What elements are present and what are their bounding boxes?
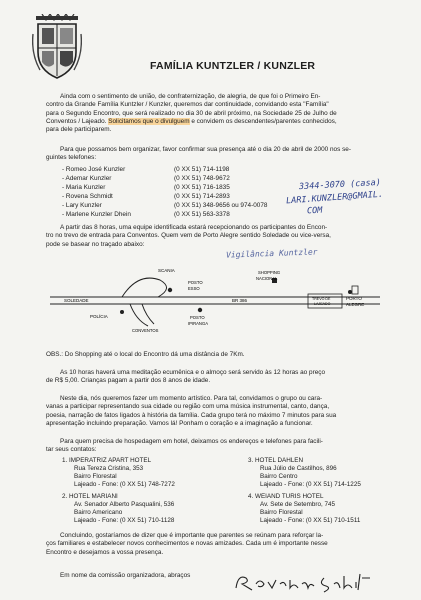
map-label-scania: SCANIA [158, 268, 175, 273]
hotel-address: Av. Senador Alberto Pasqualini, 536 [74, 501, 175, 508]
phone-entry [62, 202, 267, 209]
contact-name: - Ademar Kunzler [62, 175, 112, 182]
closing-text: Em nome da comissão organizadora, abraços [60, 572, 191, 579]
phone-entry [62, 184, 230, 191]
hotel-district: Bairro Americano [74, 509, 123, 516]
artistic-paragraph [46, 395, 392, 428]
hotel-address: Av. Sete de Setembro, 745 [260, 501, 336, 508]
arrival-line: tro no trevo de entrada para Conventos. Quem vem de Porto Alegre sentido Soledade ou vice-versa, [46, 232, 331, 240]
intro-line: para dele participarem. [46, 126, 112, 134]
map-label-posto-ipiranga: IPIRANGA [188, 321, 209, 326]
hotel-entry [62, 493, 174, 525]
contact-phone: (0 XX 51) 748-9672 [174, 175, 230, 182]
intro-line: contro da Grande Família Kuntzler / Kunzler, queremos dar continuidade, convidando esta "Família" [46, 101, 329, 109]
artistic-line: apresentação incluindo preparação. Vamos lá! Ponham o coração e a imaginação a funcionar. [46, 419, 313, 427]
map-label-shopping: SHOPPING [258, 270, 281, 275]
contact-name: - Rovena Schmidt [62, 193, 113, 200]
confirm-line: guintes telefones: [46, 154, 97, 162]
highlighted-request: Solicitamos que o divulguem [108, 117, 190, 125]
route-map [50, 262, 380, 334]
map-label-conventos: CONVENTOS [132, 328, 159, 333]
arrival-line: A partir das 8 horas, uma equipe identificada estará recepcionando os participantes do Encon- [60, 224, 328, 231]
handwritten-email: LARI.KUNZLER@GMAIL. [285, 189, 384, 207]
handwritten-email-end: COM [306, 205, 323, 217]
hotel-phone: Lajeado - Fone: (0 XX 51) 710-1511 [260, 517, 361, 524]
artistic-line: poesia, narração de fatos ligados à história da família. Cada grupo terá no máximo 7 minutos para sua [46, 411, 337, 419]
obs-line: OBS.: Do Shopping até o local do Encontro dá uma distância de 7Km. [46, 351, 245, 358]
obs-note [46, 351, 245, 359]
hotel-name: 2. HOTEL MARIANI [62, 493, 118, 500]
schedule-line: de R$ 5,00. Crianças pagam a partir dos 8 anos de idade. [46, 377, 211, 385]
document-title: FAMÍLIA KUNTZLER / KUNZLER [150, 60, 316, 72]
phone-entry [62, 166, 229, 173]
contact-phone: (0 XX 51) 714-2893 [174, 193, 230, 200]
contact-name: - Romeo José Kunzler [62, 166, 126, 173]
hotel-district: Bairro Florestal [74, 473, 117, 480]
map-label-trevo: LAJEADO [314, 302, 331, 306]
family-crest-icon [32, 14, 82, 82]
hotel-phone: Lajeado - Fone: (0 XX 51) 748-7272 [74, 481, 175, 488]
intro-line [46, 118, 392, 126]
hotel-address: Rua Tereza Cristina, 353 [74, 465, 144, 472]
schedule-line: As 10 horas haverá uma meditação ecumênica e o almoço será servido às 12 horas ao preço [60, 369, 326, 376]
arrival-line: pode se basear no traçado abaixo: [46, 240, 145, 248]
hotel-district: Bairro Florestal [260, 509, 303, 516]
contact-name: - Marlene Kunzler Dhein [62, 211, 131, 218]
hotel-district: Bairro Centro [260, 473, 298, 480]
map-label-trevo: TREVO DE [312, 297, 331, 301]
hotel-name: 1. IMPERATRIZ APART HOTEL [62, 457, 152, 464]
hotel-address: Rua Júlio de Castilhos, 896 [260, 465, 337, 472]
map-label-porto-alegre: PORTO [346, 296, 362, 301]
hotel-entry [62, 457, 175, 489]
lodging-line: tar seus contatos: [46, 446, 97, 454]
conclusion-line: Concluindo, gostaríamos de dizer que é importante que parentes se reúnam para reforçar la- [60, 532, 324, 539]
lodging-paragraph [46, 438, 392, 455]
artistic-line: Neste dia, nós queremos fazer um momento artístico. Para tal, convidamos o grupo ou cara- [60, 395, 323, 402]
contact-name: - Lary Kunzler [62, 202, 102, 209]
artistic-line: vanas a participar representando sua cidade ou região com uma música instrumental, canto, dança, [46, 403, 330, 411]
contact-phone: (0 XX 51) 348-9656 ou 974-0078 [174, 202, 268, 209]
conclusion-paragraph [46, 532, 392, 557]
handwritten-scribble: Vigilância Kuntzler [225, 247, 318, 260]
map-label-posto-esso: POSTO [188, 280, 203, 285]
phone-entry [62, 193, 230, 200]
intro-paragraph [46, 93, 392, 134]
map-label-soledade: SOLEDADE [64, 298, 89, 303]
phone-entry [62, 175, 230, 182]
schedule-paragraph [46, 369, 392, 386]
hotel-entry [248, 457, 361, 489]
phone-entry [62, 211, 230, 218]
contact-phone: (0 XX 51) 714-1198 [174, 166, 230, 173]
map-label-policia: POLÍCIA [90, 314, 108, 319]
conclusion-line: ços familiares e estabelecer novos conhecimentos e novas amizades. Cada um é importante nesse [46, 540, 328, 548]
map-label-posto-ipiranga: POSTO [190, 315, 205, 320]
lodging-line: Para quem precisa de hospedagem em hotel, deixamos os endereços e telefones para facili- [60, 438, 323, 445]
intro-line: Ainda com o sentimento de união, de confraternização, de alegria, de que foi o Primeiro En- [60, 93, 321, 100]
confirm-paragraph [46, 146, 392, 163]
hotel-name: 3. HOTEL DAHLEN [248, 457, 304, 464]
handwritten-phone: 3344-3070 (casa) [298, 177, 382, 193]
hotel-name: 4. WEIAND TURIS HOTEL [248, 493, 324, 500]
intro-text: Conventos / Lajeado. [46, 117, 109, 125]
map-label-posto-esso: ESSO [188, 286, 200, 291]
map-label-br: BR 386 [232, 298, 248, 303]
map-label-porto-alegre: ALEGRE [346, 302, 365, 307]
map-label-shopping: NACIONAL [256, 276, 278, 281]
hotel-phone: Lajeado - Fone: (0 XX 51) 710-1128 [74, 517, 175, 524]
signature-image [232, 570, 372, 594]
contact-name: - Maria Kunzler [62, 184, 106, 191]
contact-phone: (0 XX 51) 563-3378 [174, 211, 230, 218]
intro-line: para o Segundo Encontro, que será realizado no dia 30 de abril próximo, na Sociedade 25 de Julho de [46, 109, 337, 117]
conclusion-line: Encontro e desejamos a vossa presença. [46, 548, 164, 556]
contact-phone: (0 XX 51) 716-1835 [174, 184, 230, 191]
closing-line [60, 572, 190, 580]
arrival-paragraph [46, 224, 392, 249]
hotel-phone: Lajeado - Fone: (0 XX 51) 714-1225 [260, 481, 361, 488]
hotel-entry [248, 493, 360, 525]
intro-text: e convidem os descendentes/parentes conhecidos, [189, 117, 337, 125]
confirm-line: Para que possamos bem organizar, favor confirmar sua presença até o dia 20 de abril de 2000 nos se- [60, 146, 351, 153]
